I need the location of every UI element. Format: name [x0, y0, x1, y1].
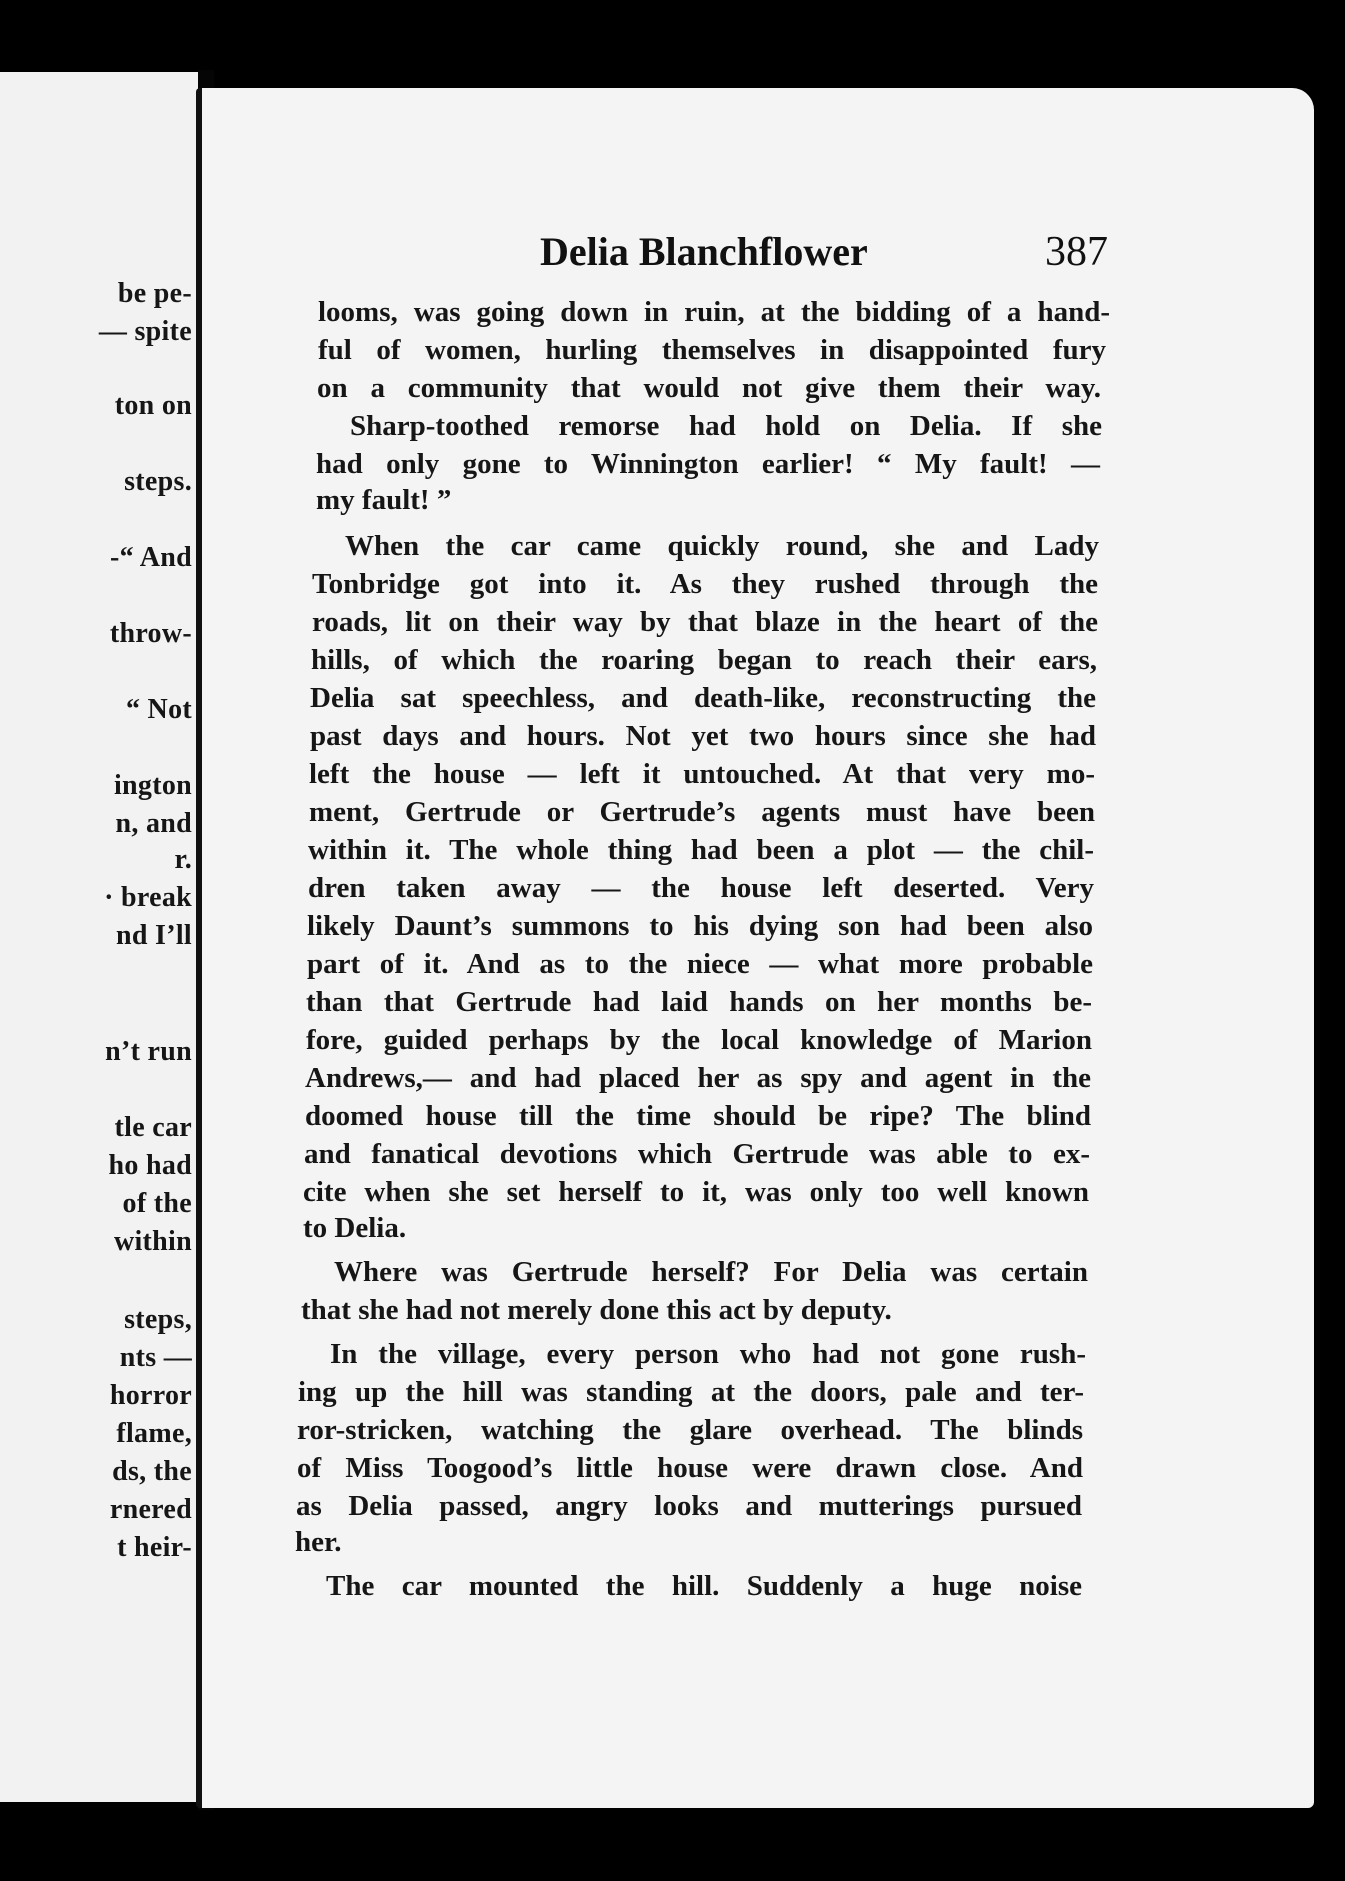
left-page-line: t heir- [117, 1532, 192, 1563]
text-line: of Miss Toogood’s little house were drawn close. And [297, 1452, 1083, 1484]
text-line: past days and hours. Not yet two hours since she had [310, 720, 1096, 752]
left-page-line: steps, [124, 1304, 192, 1335]
left-page-line: nd I’ll [115, 920, 192, 951]
text-line: as Delia passed, angry looks and mutterings pursued [296, 1490, 1082, 1522]
left-page-line: be pe- [117, 278, 192, 309]
text-line: on a community that would not give them their way. [317, 372, 1101, 404]
left-page-line: “ Not [125, 694, 192, 725]
left-page-line: ds, the [112, 1456, 192, 1487]
left-page-line: steps. [124, 466, 192, 497]
page-number: 387 [1045, 229, 1108, 275]
text-line: ful of women, hurling themselves in disappointed fury [318, 334, 1106, 366]
text-line: When the car came quickly round, she and Lady [345, 530, 1099, 562]
text-line: dren taken away — the house left deserted. Very [308, 872, 1094, 904]
text-line: her. [295, 1526, 342, 1558]
left-page-line: ton on [114, 390, 192, 421]
left-page-line: nts — [119, 1342, 192, 1373]
text-line: ment, Gertrude or Gertrude’s agents must have been [309, 796, 1095, 828]
text-line: looms, was going down in ruin, at the bidding of a hand- [318, 296, 1110, 328]
text-line: had only gone to Winnington earlier! “ My fault! — [316, 448, 1100, 480]
text-line: likely Daunt’s summons to his dying son had been also [307, 910, 1093, 942]
text-line: Delia sat speechless, and death-like, reconstructing the [310, 682, 1096, 714]
left-page-line: rnered [109, 1494, 192, 1525]
left-page [0, 72, 202, 1802]
text-line: The car mounted the hill. Suddenly a huge noise [326, 1570, 1082, 1602]
text-line: doomed house till the time should be ripe? The blind [305, 1100, 1091, 1132]
text-line: Andrews,— and had placed her as spy and agent in the [305, 1062, 1091, 1094]
text-line: cite when she set herself to it, was only too well known [303, 1176, 1089, 1208]
text-line: left the house — left it untouched. At that very mo- [309, 758, 1095, 790]
left-page-line: ho had [108, 1150, 192, 1181]
text-line: than that Gertrude had laid hands on her months be- [306, 986, 1092, 1018]
left-page-line: ington [113, 770, 192, 801]
text-line: hills, of which the roaring began to reach their ears, [311, 644, 1097, 676]
text-line: part of it. And as to the niece — what more probable [307, 948, 1093, 980]
left-page-line: tle car [114, 1112, 192, 1143]
left-page-line: r. [174, 844, 192, 875]
text-line: roads, lit on their way by that blaze in the heart of the [312, 606, 1098, 638]
left-page-line: of the [122, 1188, 192, 1219]
left-page-line: — spite [98, 316, 192, 347]
text-line: In the village, every person who had not gone rush- [330, 1338, 1086, 1370]
left-page-line: -“ And [110, 542, 192, 573]
text-line: ror-stricken, watching the glare overhead. The blinds [297, 1414, 1083, 1446]
left-page-line: throw- [109, 618, 192, 649]
left-page-line: flame, [116, 1418, 192, 1449]
left-page-line: n’t run [105, 1036, 192, 1067]
text-line: Tonbridge got into it. As they rushed through the [312, 568, 1098, 600]
text-line: that she had not merely done this act by deputy. [301, 1294, 892, 1326]
running-head: Delia Blanchflower [540, 229, 868, 274]
text-line: within it. The whole thing had been a plot — the chil- [308, 834, 1094, 866]
left-page-line: horror [109, 1380, 192, 1411]
text-line: Sharp-toothed remorse had hold on Delia. If she [350, 410, 1102, 442]
left-page-line: · break [104, 882, 192, 913]
text-line: to Delia. [303, 1212, 407, 1244]
text-line: my fault! ” [316, 484, 452, 516]
text-line: fore, guided perhaps by the local knowledge of Marion [306, 1024, 1092, 1056]
left-page-line: within [113, 1226, 192, 1257]
text-line: ing up the hill was standing at the doors, pale and ter- [298, 1376, 1084, 1408]
text-line: Where was Gertrude herself? For Delia was certain [334, 1256, 1088, 1288]
text-line: and fanatical devotions which Gertrude was able to ex- [304, 1138, 1090, 1170]
left-page-line: n, and [115, 808, 192, 839]
